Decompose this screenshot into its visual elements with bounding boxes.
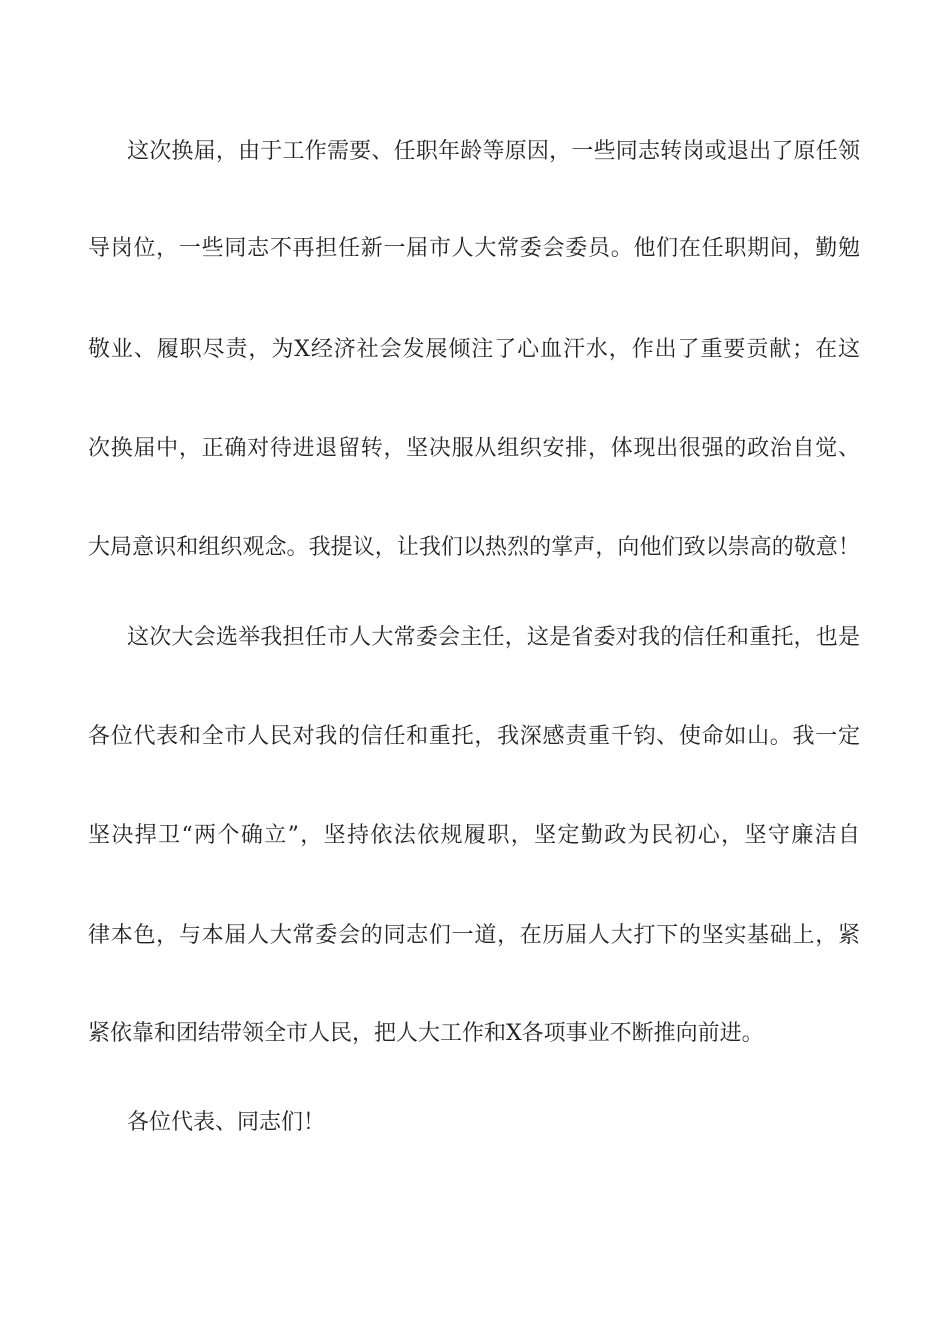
paragraph-line: 敬业、履职尽责，为X经济社会发展倾注了心血汗水，作出了重要贡献；在这 — [88, 337, 860, 362]
paragraph-line: 坚决捍卫“两个确立”，坚持依法依规履职，坚定勤政为民初心，坚守廉洁自 — [88, 823, 860, 848]
paragraph-line: 律本色，与本届人大常委会的同志们一道，在历届人大打下的坚实基础上，紧 — [88, 923, 860, 948]
paragraph-line: 导岗位，一些同志不再担任新一届市人大常委会委员。他们在任职期间，勤勉 — [88, 236, 860, 261]
paragraph-line: 紧依靠和团结带领全市人民，把人大工作和X各项事业不断推向前进。 — [88, 1021, 764, 1046]
paragraph-line: 这次大会选举我担任市人大常委会主任，这是省委对我的信任和重托，也是 — [127, 625, 860, 650]
paragraph-line: 各位代表、同志们！ — [127, 1110, 326, 1135]
paragraph-line: 各位代表和全市人民对我的信任和重托，我深感责重千钧、使命如山。我一定 — [88, 724, 860, 749]
paragraph-line: 次换届中，正确对待进退留转，坚决服从组织安排，体现出很强的政治自觉、 — [88, 436, 860, 461]
paragraph-line: 这次换届，由于工作需要、任职年龄等原因，一些同志转岗或退出了原任领 — [127, 139, 860, 164]
paragraph-line: 大局意识和组织观念。我提议，让我们以热烈的掌声，向他们致以崇高的敬意！ — [88, 535, 860, 560]
